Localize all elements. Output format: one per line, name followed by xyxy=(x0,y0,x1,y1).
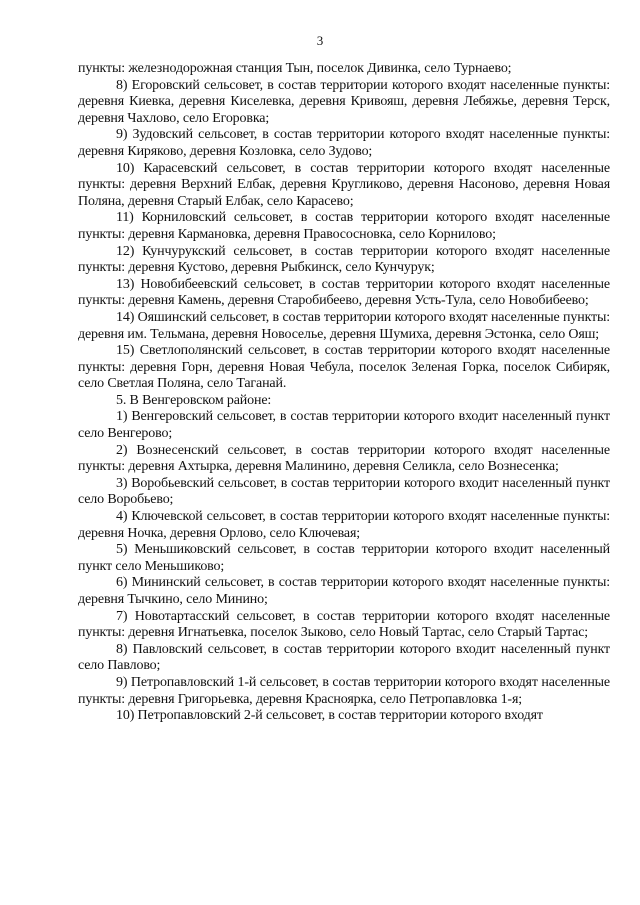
page-number: 3 xyxy=(316,33,324,48)
paragraph: 8) Павловский сельсовет, в состав территории которого входит населенный пункт село Павлово; xyxy=(78,641,610,674)
paragraph: 13) Новобибеевский сельсовет, в состав территории которого входят населенные пункты: деревня Камень, деревня Старобибеево, деревня Усть-Тула, село Новобибеево; xyxy=(78,276,610,309)
paragraph: 11) Корниловский сельсовет, в состав территории которого входят населенные пункты: деревня Кармановка, деревня Правососновка, село Корнилово; xyxy=(78,210,610,242)
paragraph: 4) Ключевской сельсовет, в состав территории которого входят населенные пункты: деревня Ночка, деревня Орлово, село Ключевая; xyxy=(78,509,610,541)
paragraph: 14) Ояшинский сельсовет, в состав территории которого входят населенные пункты: деревня им. Тельмана, деревня Новоселье, деревня Шумиха, деревня Эстонка, село Ояш; xyxy=(78,309,610,342)
document-body xyxy=(78,61,610,725)
paragraph: 1) Венгеровский сельсовет, в состав территории которого входит населенный пункт село Венгерово; xyxy=(78,409,610,442)
paragraph: 7) Новотартасский сельсовет, в состав территории которого входят населенные пункты: деревня Игнатьевка, поселок Зыково, село Новый Тартас, село Старый Тартас; xyxy=(78,608,610,641)
paragraph: 10) Карасевский сельсовет, в состав территории которого входят населенные пункты: деревня Верхний Елбак, деревня Кругликово, деревня Насоново, деревня Новая Поляна, деревня Старый Елбак, село Карасево; xyxy=(78,160,610,209)
paragraph: 2) Вознесенский сельсовет, в состав территории которого входят населенные пункты: деревня Ахтырка, деревня Малинино, деревня Селикла, село Вознесенка; xyxy=(78,442,610,475)
paragraph: пункты: железнодорожная станция Тын, поселок Дивинка, село Турнаево; xyxy=(78,61,512,76)
paragraph: 3) Воробьевский сельсовет, в состав территории которого входит населенный пункт село Воробьево; xyxy=(78,475,610,508)
paragraph: 10) Петропавловский 2-й сельсовет, в состав территории которого входят xyxy=(116,708,543,724)
paragraph: 9) Зудовский сельсовет, в состав территории которого входят населенные пункты: деревня Киряково, деревня Козловка, село Зудово; xyxy=(78,127,610,159)
paragraph: 9) Петропавловский 1-й сельсовет, в состав территории которого входят населенные пункты: деревня Григорьевка, деревня Красноярка, село Петропавловка 1-я; xyxy=(78,674,610,707)
paragraph: 8) Егоровский сельсовет, в состав территории которого входят населенные пункты: деревня Киевка, деревня Киселевка, деревня Кривояш, деревня Лебяжье, деревня Терск, деревня Чахлово, село Егоровка; xyxy=(78,77,610,126)
section-heading: 5. В Венгеровском районе: xyxy=(116,392,272,408)
paragraph: 5) Меньшиковский сельсовет, в состав территории которого входит населенный пункт село Меньшиково; xyxy=(78,542,610,574)
paragraph: 15) Светлополянский сельсовет, в состав территории которого входят населенные пункты: деревня Горн, деревня Новая Чебула, поселок Зеленая Горка, поселок Сибиряк, село Светлая Поляна, село Таганай. xyxy=(78,343,610,392)
paragraph: 12) Кунчурукский сельсовет, в состав территории которого входят населенные пункты: деревня Кустово, деревня Рыбкинск, село Кунчурук; xyxy=(78,243,610,276)
paragraph: 6) Мининский сельсовет, в состав территории которого входят населенные пункты: деревня Тычкино, село Минино; xyxy=(78,575,610,607)
